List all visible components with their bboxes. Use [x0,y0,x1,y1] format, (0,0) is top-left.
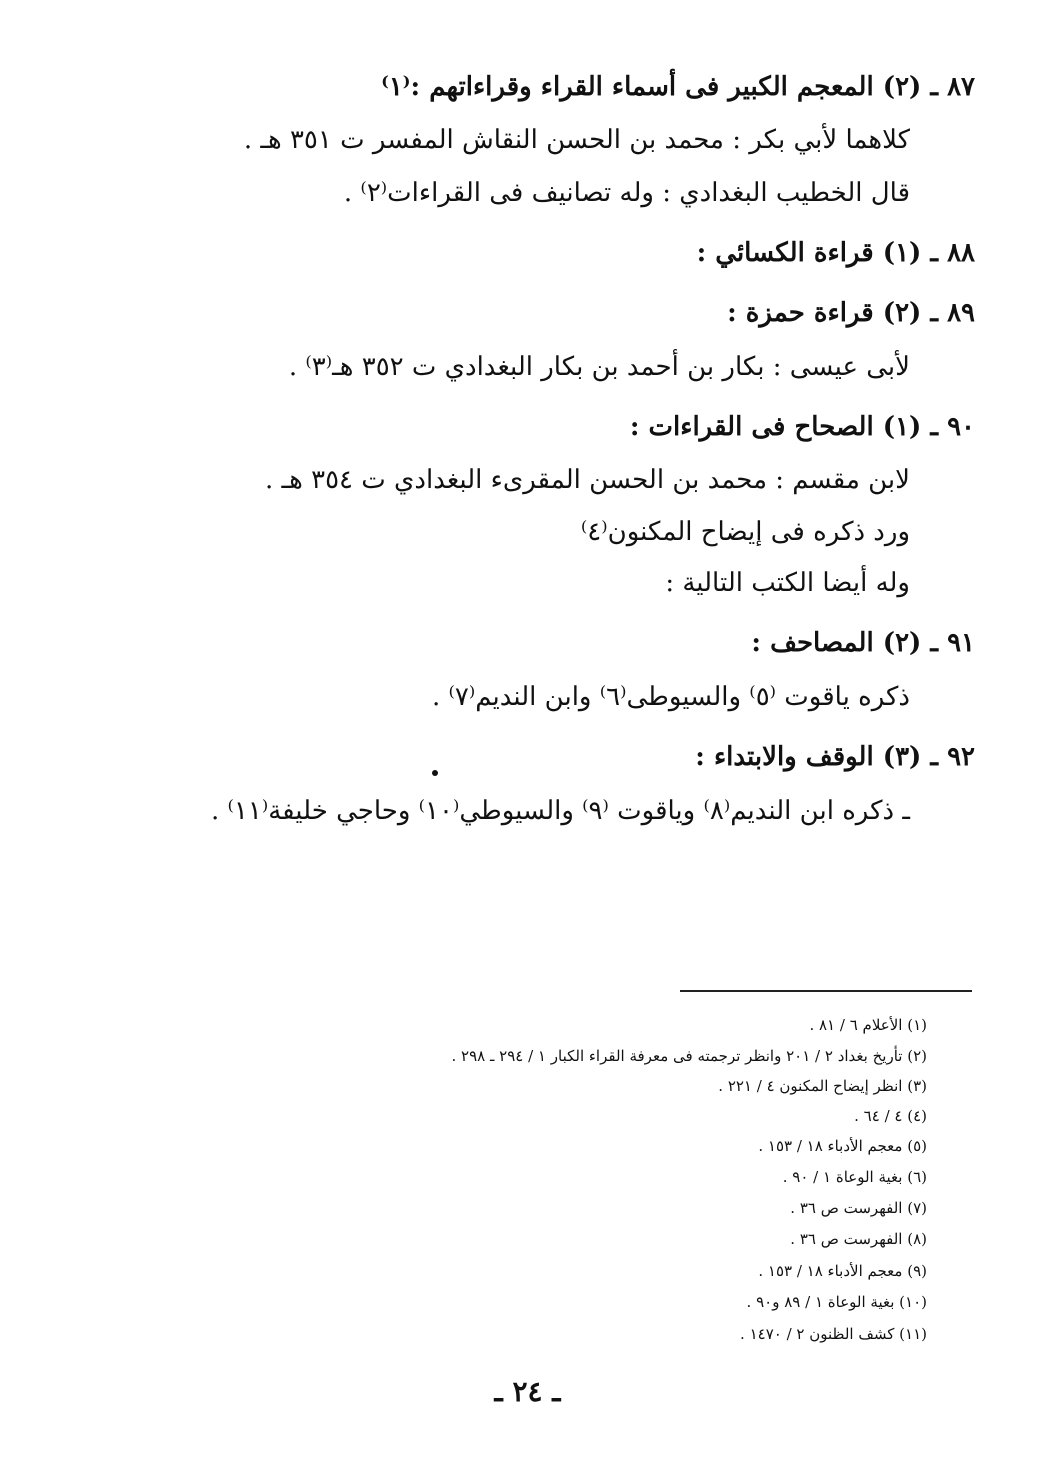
entry-89-line-1: لأبى عيسى : بكار بن أحمد بن بكار البغدادي ت ٣٥٢ هـ⁽٣⁾ . [288,352,910,382]
footnote-8: (٨) الفهرست ص ٣٦ . [790,1230,927,1248]
footnote-4: (٤) ٤ / ٦٤ . [854,1107,927,1125]
footnote-separator [680,990,972,992]
footnote-1: (١) الأعلام ٦ / ٨١ . [809,1016,927,1034]
entry-87-line-1: كلاهما لأبي بكر : محمد بن الحسن النقاش المفسر ت ٣٥١ هـ . [243,125,910,155]
footnote-3: (٣) انظر إيضاح المكنون ٤ / ٢٢١ . [718,1077,927,1095]
footnote-2: (٢) تأريخ بغداد ٢ / ٢٠١ وانظر ترجمته فى معرفة القراء الكبار ١ / ٢٩٤ ـ ٢٩٨ . [451,1047,927,1065]
entry-91-line-1: ذكره ياقوت ⁽٥⁾ والسيوطى⁽٦⁾ وابن النديم⁽٧⁾ . [431,682,910,712]
entry-92-heading: ٩٢ ـ (٣) الوقف والابتداء : [695,742,975,772]
stray-dot-mark [432,770,438,776]
entry-87-line-2: قال الخطيب البغدادي : وله تصانيف فى القراءات⁽٢⁾ . [343,178,910,208]
footnote-5: (٥) معجم الأدباء ١٨ / ١٥٣ . [758,1137,927,1155]
footnote-7: (٧) الفهرست ص ٣٦ . [790,1199,927,1217]
page-number: ـ ٢٤ ـ [494,1375,561,1408]
entry-90-line-1: لابن مقسم : محمد بن الحسن المقرىء البغدادي ت ٣٥٤ هـ . [265,465,910,495]
entry-92-line-1: ـ ذكره ابن النديم⁽٨⁾ وياقوت ⁽٩⁾ والسيوطي⁽١٠⁾ وحاجي خليفة⁽١١⁾ . [210,796,910,826]
entry-90-line-2: ورد ذكره فى إيضاح المكنون⁽٤⁾ [580,517,910,547]
footnote-11: (١١) كشف الظنون ٢ / ١٤٧٠ . [740,1325,927,1343]
entry-89-heading: ٨٩ ـ (٢) قراءة حمزة : [727,298,975,328]
footnote-10: (١٠) بغية الوعاة ١ / ٨٩ و٩٠ . [746,1293,927,1311]
entry-90-line-3: وله أيضا الكتب التالية : [665,568,910,598]
entry-90-heading: ٩٠ ـ (١) الصحاح فى القراءات : [629,412,975,442]
footnote-9: (٩) معجم الأدباء ١٨ / ١٥٣ . [758,1262,927,1280]
entry-88-heading: ٨٨ ـ (١) قراءة الكسائي : [696,238,975,268]
entry-91-heading: ٩١ ـ (٢) المصاحف : [751,628,975,658]
footnote-6: (٦) بغية الوعاة ١ / ٩٠ . [782,1168,927,1186]
entry-87-heading: ٨٧ ـ (٢) المعجم الكبير فى أسماء القراء وقراءاتهم :⁽١⁾ [381,72,975,102]
